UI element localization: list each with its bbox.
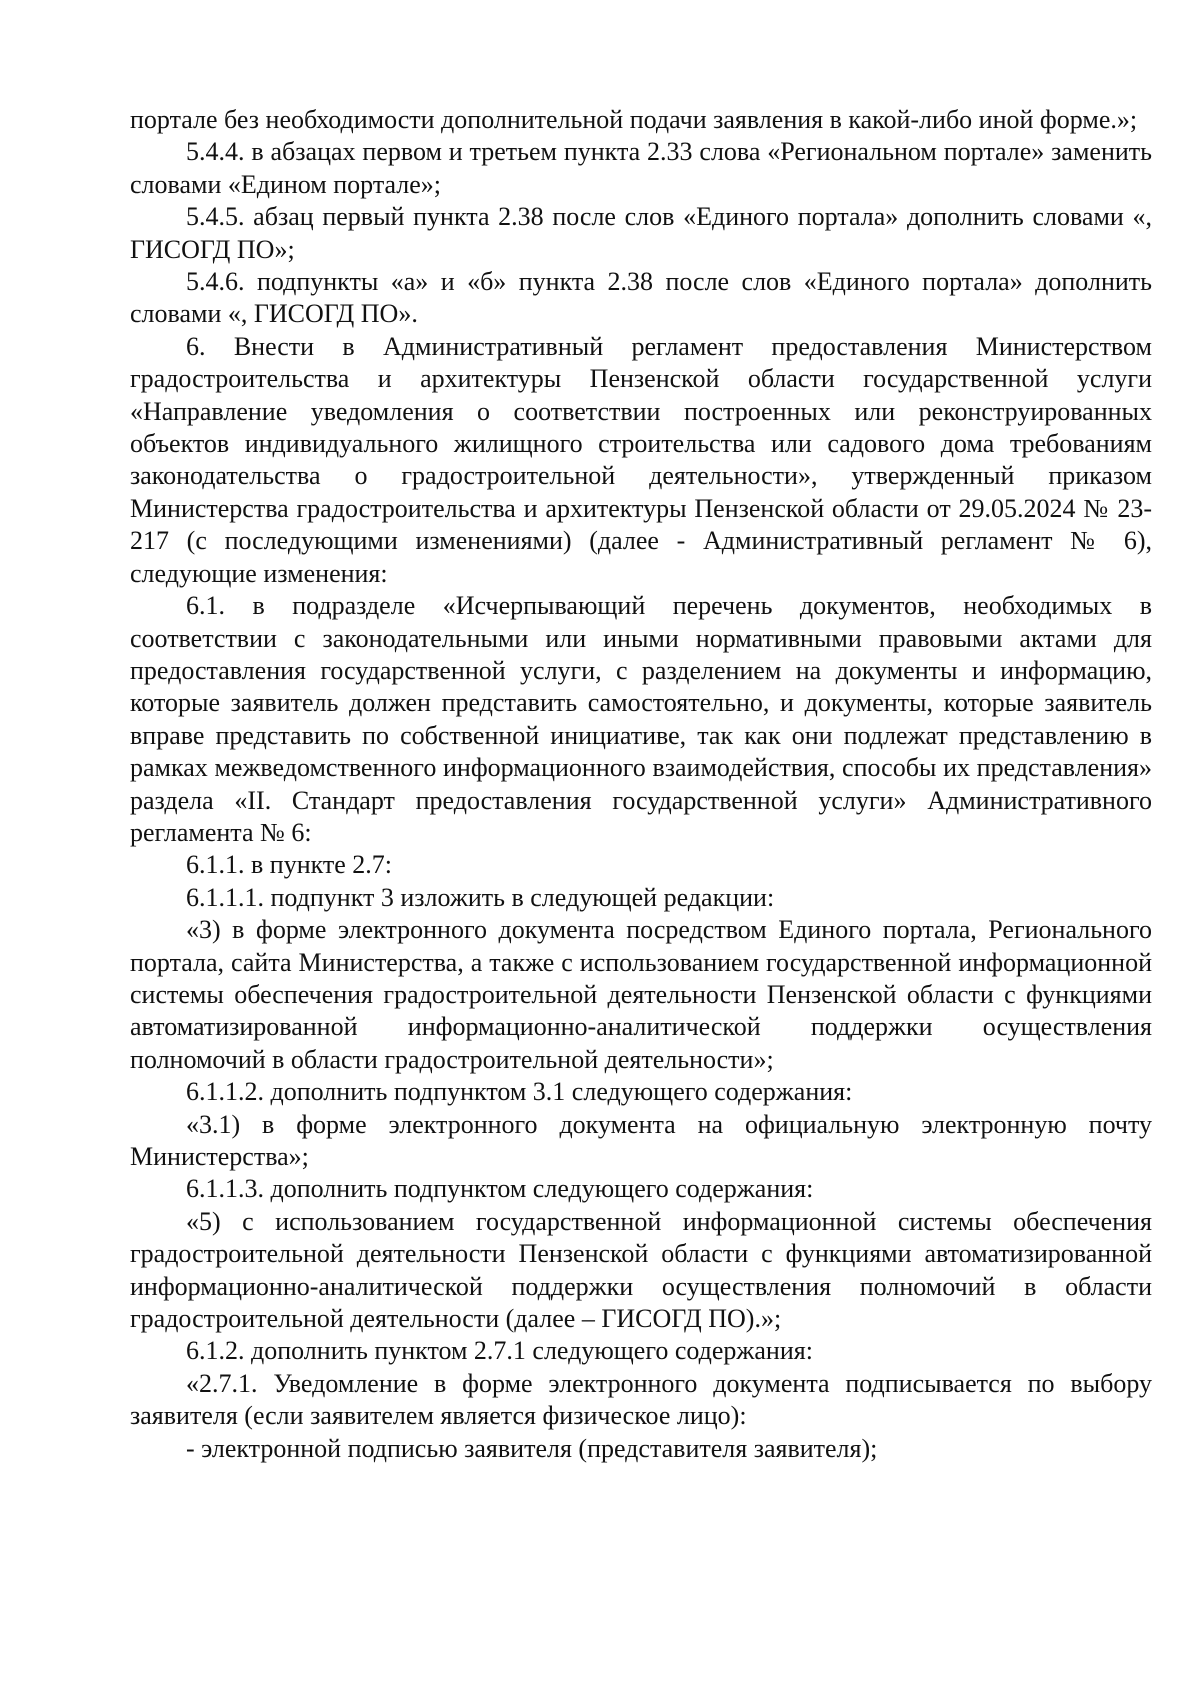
paragraph: 5.4.4. в абзацах первом и третьем пункта 2.33 слова «Региональном портале» заменить словами «Едином портале»; [130,137,1152,199]
paragraph: «3.1) в форме электронного документа на официальную электронную почту Министерства»; [130,1109,1152,1171]
document-page [130,104,1152,1465]
paragraph: 6.1. в подразделе «Исчерпывающий перечень документов, необходимых в соответствии с законодательными или иными нормативными правовыми актами для предоставления государственной услуги, с разделением на документы и информацию, которые заявитель должен представить самостоятельно, и документы, которые заявитель вправе представить по собственной инициативе, так как они подлежат представлению в рамках межведомственного информационного взаимодействия, способы их представления» раздела «II. Стандарт предоставления государственной услуги» Административного регламента № 6: [130,591,1152,847]
paragraph: портале без необходимости дополнительной подачи заявления в какой-либо иной форме.»; [130,105,1138,134]
paragraph: 6.1.2. дополнить пунктом 2.7.1 следующего содержания: [186,1336,813,1366]
paragraph: 6.1.1.1. подпункт 3 изложить в следующей редакции: [186,882,775,912]
paragraph: 5.4.6. подпункты «а» и «б» пункта 2.38 после слов «Единого портала» дополнить словами «, ГИСОГД ПО». [130,267,1152,329]
paragraph: - электронной подписью заявителя (представителя заявителя); [186,1433,878,1463]
paragraph: «5) с использованием государственной информационной системы обеспечения градостроительной деятельности Пензенской области с функциями автоматизированной информационно-аналитической поддержки осуществления полномочий в области градостроительной деятельности (далее – ГИСОГД ПО).»; [130,1206,1152,1334]
paragraph: «2.7.1. Уведомление в форме электронного документа подписывается по выбору заявителя (если заявителем является физическое лицо): [130,1368,1152,1431]
paragraph: 6.1.1.3. дополнить подпунктом следующего содержания: [186,1174,814,1204]
paragraph: 6.1.1.2. дополнить подпунктом 3.1 следующего содержания: [186,1077,853,1107]
paragraph: 6. Внести в Административный регламент предоставления Министерством градостроительства и архитектуры Пензенской области государственной услуги «Направление уведомления о соответствии построенных или реконструированных объектов индивидуального жилищного строительства или садового дома требованиям законодательства о градостроительной деятельности», утвержденный приказом Министерства градостроительства и архитектуры Пензенской области от 29.05.2024 № 23-217 (с последующими изменениями) (далее - Административный регламент № 6), следующие изменения: [130,331,1152,588]
paragraph: 5.4.5. абзац первый пункта 2.38 после слов «Единого портала» дополнить словами «, ГИСОГД ПО»; [130,202,1152,264]
paragraph: 6.1.1. в пункте 2.7: [186,850,393,880]
paragraph: «3) в форме электронного документа посредством Единого портала, Регионального портала, сайта Министерства, а также с использованием государственной информационной системы обеспечения градостроительной деятельности Пензенской области с функциями автоматизированной информационно-аналитической поддержки осуществления полномочий в области градостроительной деятельности»; [130,915,1152,1074]
